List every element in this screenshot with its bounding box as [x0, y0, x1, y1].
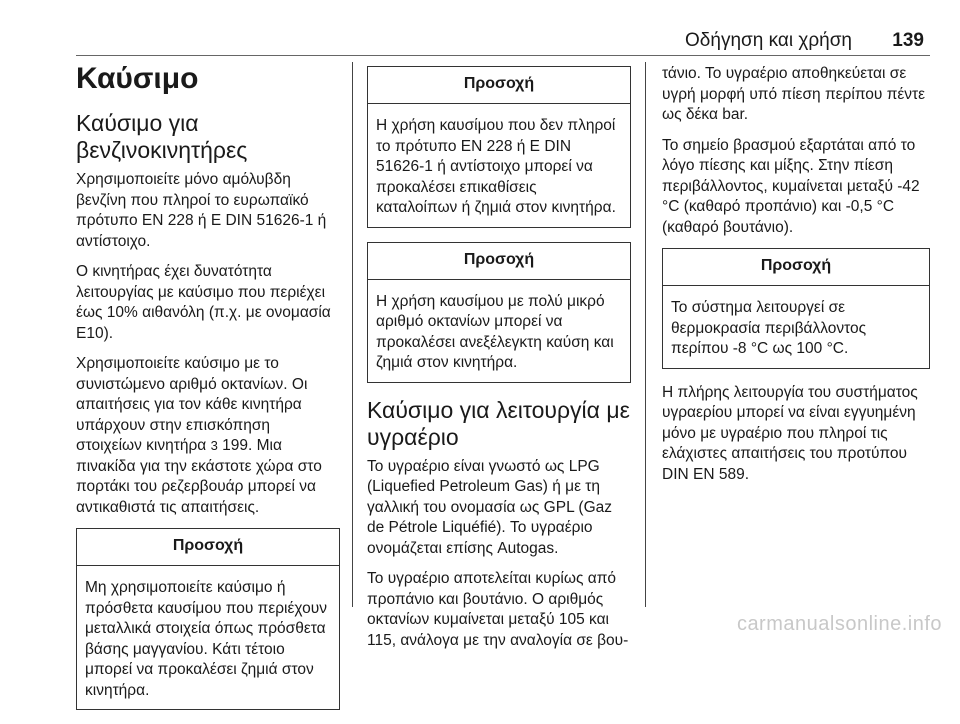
page-reference-text: 199. Μια πινακίδα για την εκάστοτε χώρα στο πορτάκι του ρεζερβουάρ μπορεί να αντικαθιστά τις απαιτήσεις. — [76, 437, 322, 516]
paragraph: Το σημείο βρασμού εξαρτάται από το λόγο πίεσης και μίξης. Στην πίεση περιβάλλοντος, κυμαίνεται μεταξύ -42 °C (καθαρό προπάνιο) και -0,5 °C (καθαρό βουτάνιο). — [662, 136, 920, 236]
header-title: Οδήγηση και χρήση — [685, 30, 852, 51]
warning-title: Προσοχή — [77, 529, 339, 566]
watermark: carmanualsonline.info — [736, 613, 942, 635]
paragraph: Η πλήρης λειτουργία του συστήματος υγραερίου μπορεί να είναι εγγυημένη μόνο με υγραέριο που πληροί τις ελάχιστες απαιτήσεις του προτύπου DIN EN 589. — [662, 383, 918, 483]
column-divider — [352, 62, 353, 607]
warning-box — [367, 66, 631, 228]
column-1 — [76, 60, 340, 724]
paragraph: Το υγραέριο είναι γνωστό ως LPG (Liquefied Petroleum Gas) ή με τη γαλλική του ονομασία ως GPL (Gaz de Pétrole Liquéfié). Το υγραέριο ονομάζεται επίσης Autogas. — [367, 457, 613, 557]
page-number: 139 — [892, 30, 924, 51]
paragraph: Ο κινητήρας έχει δυνατότητα λειτουργίας με καύσιμο που περιέχει έως 10% αιθανόλη (π.χ. με ονομασία E10). — [76, 263, 331, 342]
warning-body: Η χρήση καυσίμου που δεν πληροί το πρότυπο EN 228 ή E DIN 51626-1 ή αντίστοιχο μπορεί να προκαλέσει επικαθίσεις καταλοίπων ή ζημιά στον κινητήρα. — [376, 117, 616, 216]
warning-body: Η χρήση καυσίμου με πολύ μικρό αριθμό οκτανίων μπορεί να προκαλέσει ανεξέλεγκτη καύση και ζημιά στον κινητήρα. — [376, 292, 614, 371]
paragraph: Χρησιμοποιείτε μόνο αμόλυβδη βενζίνη που πληροί το ευρωπαϊκό πρότυπο EN 228 ή E DIN 51626-1 ή αντίστοιχο. — [76, 171, 327, 250]
subsection-heading: Καύσιμο για βενζινοκινητήρες — [76, 110, 248, 163]
paragraph: τάνιο. Το υγραέριο αποθηκεύεται σε υγρή μορφή υπό πίεση περίπου πέντε ως δέκα bar. — [662, 65, 926, 123]
warning-body: Το σύστημα λειτουργεί σε θερμοκρασία περιβάλλοντος περίπου -8 °C ως 100 °C. — [671, 299, 867, 357]
header-divider — [76, 55, 930, 56]
warning-box — [367, 242, 631, 383]
column-2 — [367, 66, 631, 661]
page-reference-icon: 3 — [210, 438, 218, 453]
column-3 — [662, 64, 930, 495]
paragraph-text: Χρησιμοποιείτε καύσιμο με το συνιστώμενο αριθμό οκτανίων. Οι απαιτήσεις για τον κάθε κινητήρα υπάρχουν στην επισκόπηση στοιχείων κινητήρα — [76, 355, 308, 454]
subsection-heading: Καύσιμο για λειτουργία με υγραέριο — [367, 396, 630, 450]
warning-box — [76, 528, 340, 710]
warning-title: Προσοχή — [368, 67, 630, 104]
section-heading: Καύσιμο — [76, 62, 199, 95]
warning-title: Προσοχή — [368, 243, 630, 280]
warning-box — [662, 248, 930, 369]
paragraph: Το υγραέριο αποτελείται κυρίως από προπάνιο και βουτάνιο. Ο αριθμός οκτανίων κυμαίνεται μεταξύ 105 και 115, ανάλογα με την αναλογία σε βου- — [367, 570, 629, 649]
paragraph — [76, 354, 340, 518]
warning-title: Προσοχή — [663, 249, 929, 286]
column-divider — [645, 62, 646, 607]
warning-body: Μη χρησιμοποιείτε καύσιμο ή πρόσθετα καυσίμου που περιέχουν μεταλλικά στοιχεία όπως πρόσθετα βάσης μαγγανίου. Κάτι τέτοιο μπορεί να προκαλέσει ζημιά στον κινητήρα. — [85, 579, 327, 699]
